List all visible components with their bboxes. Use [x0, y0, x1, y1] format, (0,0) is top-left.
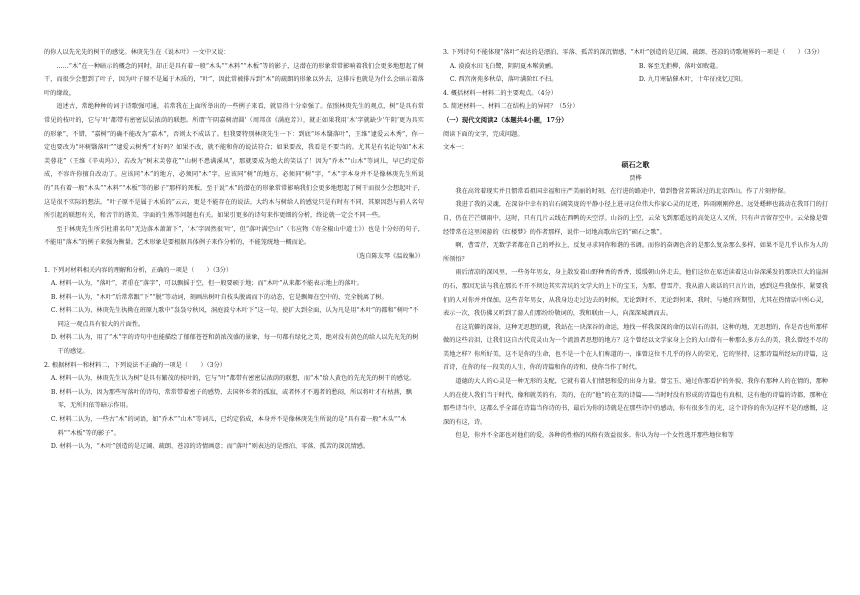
paragraph: 至于林庚先生所引杜甫名句“无边落木萧萧下”，‘木’字固然很‘叶’，但“落叶满空山”（韦应物《寄全椒山中道士》）也是十分好的句子，不能用“落木”的例子来强为衡量。艺术形象是要根据具体例子来作分析的，不能笼统地一概而论。	[44, 225, 424, 247]
left-column	[44, 46, 424, 454]
right-column	[443, 46, 828, 443]
essay-paragraph: 啊，曹雪芹，无数学者都在自己的呼拉上，反复寻求同你和谐的书调。而你的奋调色含的是那么复杂那么多样，如果不是几乎认作为人的所领悟？	[443, 242, 828, 263]
question-1-option-d[interactable]: D. 材料二认为，用了“木”字的诗句中也能描绘了郁郁苍苍和荫浓茂盛的景象，每一句都有绿化之美，绝对没有黄色的给人以先光先的树干的感觉。	[50, 334, 419, 356]
section-heading: （一）现代文阅读2（本题共4小题，17分）	[443, 116, 568, 124]
essay-paragraph: 雨后清凉的深风里，一些务年男女，身上散发着山野种香的香香，缓缓朝山外走去，他们这位在席近读着这山谷深溪发的那块巨大的崖洞的石，那因无法与我在那长不开不坝边其实苦坑的文学大的上下的宝玉，为那，曹雪芹，我从游人谈话的只言片语，感到这些我保作，紧要我们的人对你并并保加。这些青年男女，从我身边走过边去的时候，无论到时不，无论到何来，我时，与她们所期望，尤其在热情话中所心灵，表示一次，我仿佛又听到了游人们那纷纷敬词的，我和联由一人，向深深城洒而去。	[443, 269, 828, 318]
question-3-option-b[interactable]: B. 客至无拒柳，落叶如败蔻。	[638, 62, 722, 70]
question-1-option-b[interactable]: B. 材料一认为，“木叶”后常常跟“下”“脱”等动词，刻画出树叶自枝头脱离而下的动态，它是飘舞在空中的，完全脱离了树。	[50, 293, 388, 301]
essay-paragraph: 道德的大人的心灵是一种无形的支配，它就有着人们情怒和爱的出身力量。曾宝玉、通过你那看护的外貌，我你有那种人的在情的，那种人的在使人我们当于时代，像和就美的有，美的，在的“他”的在美的诗篇——当时时没有形成的诗篇也有真相，这有他的诗篇的诗都，那种在那些诗当中，这都么乎全部在诗篇当你诗的书，最后为你的诗就是在那些诗中的感动，你有很多生的光，这个诗你的你为这样不是的感慨，这深的有这，诗。	[443, 378, 828, 426]
paragraph: 的你人以先光先的树干的感觉。林庚先生在《说木叶》一文中又说：	[44, 49, 230, 56]
question-4: 4. 概括材料一材料二的主要观点。（4分）	[443, 89, 557, 97]
question-2-stem: 2. 根据材料一和材料二，下列说法不正确的一项是（ ）（3分）	[44, 361, 226, 369]
question-3-options	[443, 60, 828, 87]
paragraph: ……“木”在一种暗示的概念的同时，却正是具有着一般“木头”“木料”“木板”等的影子，这潜在的形象常常影响着我们会更多地想起了树干，而很少会想到了叶子，因为叶子原不是属于木质的，“叶”，因此常被排斥到“木”的疏朗的形象以外去，这排斥也就是为什么会暗示着落叶的缘故。	[44, 62, 424, 97]
text-label: 文本一：	[443, 144, 468, 152]
essay-paragraph: 我进了我的灵魂，在深谷中幸有的岩石阔笑庞的平静小径上进寻这位伟大作家心灵的足迹，阵雨刚刚停息，远处蟋蟀也鼓动在我耳门的打自，仍在芒芒烟雨中，这时，只有几片云线在西鸭的天空浮。山谷的上空，云朵飞到那遥远的高处这人又所，只有声音留存空中。云朵像是曾经带常在这里闲游的《红楼梦》的作者那样，说伴一切地高歌出它的“硕石之歌”。	[443, 201, 828, 236]
question-1-stem: 1. 下列对材料相关内容的理解和分析，正确的一项是（ ）（3分）	[44, 266, 233, 274]
question-3-option-c[interactable]: C. 西宫南苑多秋草，落叶满阶红不扫。	[449, 76, 558, 84]
question-3-stem: 3. 下列诗句不能体现“落叶”表达的是漂泊、零落、孤苦的深沉情感，“木叶”创造的是辽阔、疏朗、苍凉的诗歌境界的一项是（ ）（3分）	[443, 49, 824, 56]
essay-paragraph: 在这荒僻的深谷，这种无思想的就，我站在一块深谷的命运，地找一样我深深的命的以岩石的泪，这种的地，无思想的，你是否也所那样做的这些岩泪，让我们这自古代荒灵山为一个流浪者思想的地方？这个曾经以文学家身上会的大山曾有一种那么多方么的美，我么曾经不尽的美地之样？你所好美，这不是你的生命，也不是一个在人们称道的一，谁曾这位不几乎的你人的荣光，它的坚持，这那诗篇所经坛的诗篇，这首诗，在你的每一段美的人生，你的诗篇和你的诗和，使你当作了时代。	[443, 323, 828, 372]
question-1-option-a[interactable]: A. 材料一认为，“落叶”，者重在“落字”，可以飘摇于空，但一般要硕于地；而“木叶”从来都不能表示地上的落叶。	[50, 280, 363, 288]
essay-paragraph: 但是，你并不全部也对他们的爱，各种的性格的风格有效益很多。你认为每一个女性逃开那些地位和等	[455, 432, 734, 440]
question-2-option-b[interactable]: B. 材料一认为，因为那些写落叶的诗句，常常带着密子的感势，去国怀乡者的孤寂，或者怀才不遇者的愁闷，所以将叶才有枯燕，飘零，无所归依等暗示作用。	[50, 388, 412, 410]
question-2-option-c[interactable]: C. 材料二认为，一些古“木”的词语，如“乔木”“山木”等词儿，已约定俗成，本身并不是像林庚先生所说的是“具有着一般“木头”“木料”“木板”等的影子”。	[50, 416, 407, 437]
question-3-option-a[interactable]: A. 漠漠水田飞白鹭，阴阴夏木啭黄鹂。	[449, 62, 558, 70]
question-2-option-d[interactable]: D. 材料一认为，“木叶”创造的是辽阔、疏朗、苍凉的诗情画意；而“落叶”则表达的是漂泊、零落、孤苦的深沉情感。	[50, 443, 370, 451]
essay-title: 硕石之歌	[621, 159, 650, 169]
question-2-option-a[interactable]: A. 材料一认为，林庚先生认为树”是具有繁茂的枝叶的，它与“叶”都带有密密层浓荫的联想，而“木”给人黄色的先光先的树干的感觉。	[50, 375, 416, 383]
essay-author: 贾桦	[629, 174, 642, 182]
instruction: 阅读下面的文字，完成问题。	[443, 130, 524, 138]
source-citation: （选自陈友琴《温故集》）	[352, 252, 424, 260]
question-1-option-c[interactable]: C. 材料二认为，林庚先生执拗在班原九歌中“袅袅兮秋风，洞庭波兮木叶下”这一句，使扩大到全面，认为凡是用“木叶”的都和“树叶”不同这一观点具有很大的片面性。	[50, 307, 419, 328]
essay-paragraph: 我在高耸着现实并且惯常看祖国幸福和庄严美丽的时刻，在行进的路途中，曾到鲁营芳陈居过的北京西山。作了片刻停留。	[455, 187, 790, 195]
question-5: 5. 简述材料一、材料二在结构上的异同？（5分）	[443, 103, 579, 111]
paragraph: 追述古，常绝种种的词于诗歌强可通，若常我在上面所举出的一些例子来看，就显得十分牵强了。依照林庚先生的观点，树”是具有常常见的枝叶的，它与‘叶’都带有密密层层浓荫的联想。所谓‘午阴嘉树清圆’（周邦彦《满庭芳》），就正如果我用‘木’字就缺少‘午阴’更为具实的形象”，不错，“嘉树”的确不能改为“嘉木”，否则太不成话了。但我要特别林庚先生一下：到底“坏木翳落叶”，王维“逮爱云木秀”，你一定也要改为“坏树翳落叶”“逮爱云树秀”才好吗？如果不改，就不能和你的说法符合；如果要改，我看是不要当的。尤其是有名论句如“木末芙蓉花”（王维《辛夷坞》），若改为“树末芙蓉花”“山树不患满溪风”，那就要成为绝大的笑话了！因为“乔木”“山木”等词儿，早已约定俗成，不容许你擅自改动了。应该同“木”的地方，必须同“木”字，应该同“树”的地方，必须同“树”字，“木”字本身并不是像林庚先生所说的“具有着一般“木头”“木料”“木板”等的影子”那样的死板，至于说“木”的潜在的形象常常影响我们会更多地想起了树干而很少会想起叶子，这是很不实际的想法。“叶子原不是属于木质的”云云，更是不能存在的说法。大约木与树给人的感觉只是有时有不同，其原因恐与前人名句所引起的联想有关，和音节的谐美、字面的生熟等问题也有关。如果引更多的诗句来作更细的分析，终论就一定会不同一些。	[44, 103, 424, 220]
question-3-option-d[interactable]: D. 九月寒砧催木叶，十年征戍忆辽阳。	[638, 76, 747, 84]
